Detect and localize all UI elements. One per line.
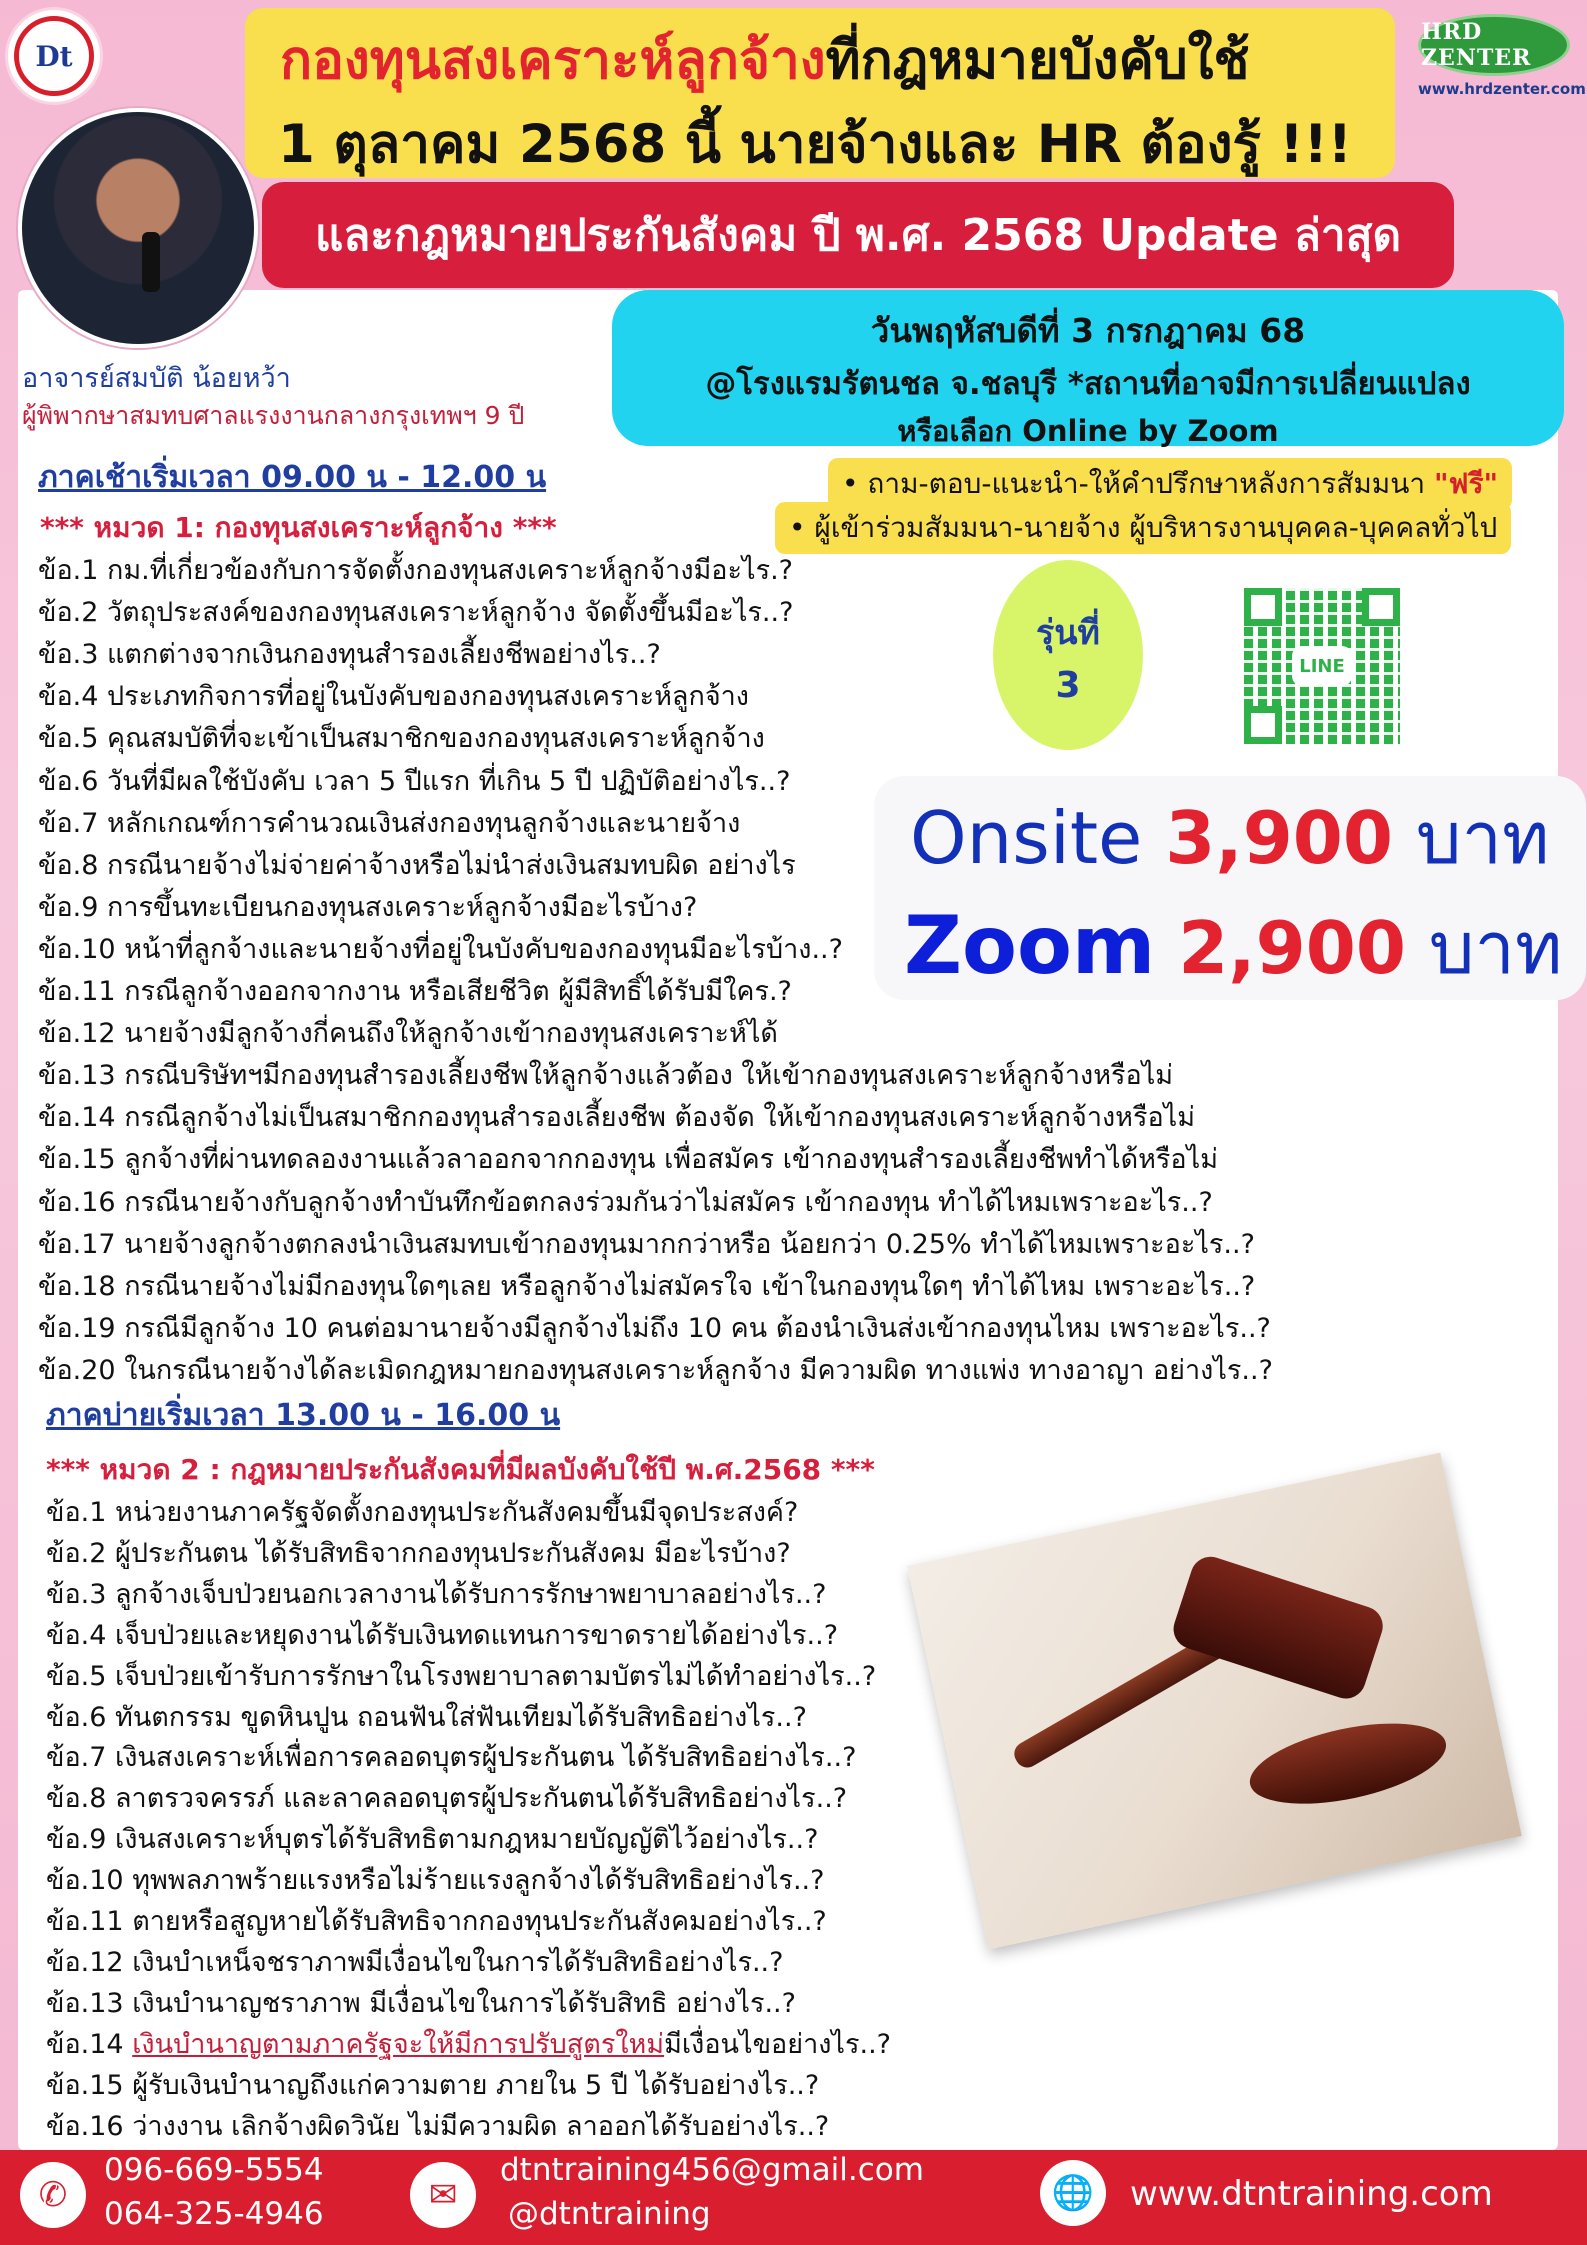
microphone-icon bbox=[142, 232, 160, 292]
list-item: ข้อ.11 ตายหรือสูญหายได้รับสิทธิจากกองทุนประกันสังคมอย่างไร..? bbox=[46, 1906, 827, 1937]
list-item: ข้อ.11 กรณีลูกจ้างออกจากงาน หรือเสียชีวิต ผู้มีสิทธิ์ได้รับมีใคร.? bbox=[38, 976, 792, 1007]
afternoon-session-heading: ภาคบ่ายเริ่มเวลา 13.00 น - 16.00 น bbox=[46, 1398, 561, 1433]
hrd-zenter-url[interactable]: www.hrdzenter.com bbox=[1418, 80, 1586, 98]
qr-corner bbox=[1362, 588, 1400, 626]
list-item: ข้อ.16 ว่างงาน เลิกจ้างผิดวินัย ไม่มีความผิด ลาออกได้รับอย่างไร..? bbox=[46, 2110, 830, 2142]
benefit-audience: • ผู้เข้าร่วมสัมมนา-นายจ้าง ผู้บริหารงานบุคคล-บุคคลทั่วไป bbox=[775, 502, 1511, 554]
list-item: ข้อ.4 เจ็บป่วยและหยุดงานได้รับเงินทดแทนการขาดรายได้อย่างไร..? bbox=[46, 1619, 839, 1651]
list-item: ข้อ.17 นายจ้างลูกจ้างตกลงนำเงินสมทบเข้ากองทุนมากกว่าหรือ น้อยกว่า 0.25% ทำได้ไหมเพราะอะไร..? bbox=[38, 1228, 1255, 1260]
list-item: ข้อ.16 กรณีนายจ้างกับลูกจ้างทำบันทึกข้อตกลงร่วมกันว่าไม่สมัคร เข้ากองทุน ทำได้ไหมเพราะอะไร..? bbox=[38, 1186, 1213, 1218]
gavel-block bbox=[1243, 1709, 1453, 1819]
line-icon: LINE bbox=[1292, 646, 1352, 686]
item14-suffix: มีเงื่อนไขอย่างไร..? bbox=[664, 2028, 891, 2060]
list-item: ข้อ.5 คุณสมบัติที่จะเข้าเป็นสมาชิกของกองทุนสงเคราะห์ลูกจ้าง bbox=[38, 723, 765, 755]
globe-icon: 🌐 bbox=[1040, 2160, 1106, 2226]
list-item: ข้อ.18 กรณีนายจ้างไม่มีกองทุนใดๆเลย หรือลูกจ้างไม่สมัครใจ เข้าในกองทุนใดๆ ทำได้ไหม เพราะอะไร..? bbox=[38, 1270, 1256, 1302]
list-item: ข้อ.1 หน่วยงานภาครัฐจัดตั้งกองทุนประกันสังคมขึ้นมีจุดประสงค์? bbox=[46, 1497, 799, 1528]
afternoon-section-heading: *** หมวด 2 : กฎหมายประกันสังคมที่มีผลบังคับใช้ปี พ.ศ.2568 *** bbox=[46, 1453, 875, 1486]
list-item: ข้อ.8 ลาตรวจครรภ์ และลาคลอดบุตรผู้ประกันตนได้รับสิทธิอย่างไร..? bbox=[46, 1783, 848, 1815]
list-item: ข้อ.8 กรณีนายจ้างไม่จ่ายค่าจ้างหรือไม่นำส่งเงินสมทบผิด อย่างไร bbox=[38, 849, 796, 881]
speaker-photo bbox=[18, 108, 258, 348]
list-item: ข้อ.5 เจ็บป่วยเข้ารับการรักษาในโรงพยาบาลตามบัตรไม่ได้ทำอย่างไร..? bbox=[46, 1660, 877, 1692]
list-item: ข้อ.12 เงินบำเหน็จชราภาพมีเงื่อนไขในการได้รับสิทธิอย่างไร..? bbox=[46, 1946, 784, 1978]
list-item: ข้อ.2 ผู้ประกันตน ได้รับสิทธิจากกองทุนประกันสังคม มีอะไรบ้าง? bbox=[46, 1537, 791, 1569]
phone-number-1[interactable]: 096-669-5554 bbox=[104, 2152, 324, 2188]
morning-section-heading: *** หมวด 1: กองทุนสงเคราะห์ลูกจ้าง *** bbox=[40, 511, 557, 544]
item14-prefix: ข้อ.14 bbox=[46, 2028, 133, 2060]
free-badge: "ฟรี" bbox=[1434, 467, 1499, 500]
list-item: ข้อ.9 การขึ้นทะเบียนกองทุนสงเคราะห์ลูกจ้างมีอะไรบ้าง? bbox=[38, 891, 698, 923]
subtitle-banner: และกฎหมายประกันสังคม ปี พ.ศ. 2568 Update ล่าสุด bbox=[262, 182, 1454, 288]
list-item: ข้อ.13 กรณีบริษัทฯมีกองทุนสำรองเลี้ยงชีพให้ลูกจ้างแล้วต้อง ให้เข้ากองทุนสงเคราะห์ลูกจ้างหรือไม่ bbox=[38, 1060, 1174, 1092]
list-item: ข้อ.3 แตกต่างจากเงินกองทุนสำรองเลี้ยงชีพอย่างไร..? bbox=[38, 639, 661, 671]
qr-corner bbox=[1244, 588, 1282, 626]
email-address[interactable]: dtntraining456@gmail.com bbox=[500, 2152, 924, 2188]
list-item: ข้อ.15 ผู้รับเงินบำนาญถึงแก่ความตาย ภายใน 5 ปี ได้รับอย่างไร..? bbox=[46, 2069, 820, 2101]
onsite-amount: 3,900 bbox=[1165, 796, 1393, 880]
list-item: ข้อ.1 กม.ที่เกี่ยวข้องกับการจัดตั้งกองทุนสงเคราะห์ลูกจ้างมีอะไร.? bbox=[38, 555, 794, 586]
list-item: ข้อ.7 เงินสงเคราะห์เพื่อการคลอดบุตรผู้ประกันตน ได้รับสิทธิอย่างไร..? bbox=[46, 1742, 857, 1774]
qr-corner bbox=[1244, 706, 1282, 744]
item14-highlight: เงินบำนาญตามภาครัฐจะให้มีการปรับสูตรใหม่ bbox=[132, 2028, 665, 2060]
list-item bbox=[46, 2022, 891, 2065]
list-item: ข้อ.13 เงินบำนาญชราภาพ มีเงื่อนไขในการได้รับสิทธิ อย่างไร..? bbox=[46, 1987, 796, 2019]
main-title bbox=[280, 18, 1249, 102]
batch-label: รุ่นที่ bbox=[1036, 612, 1100, 653]
phone-icon: ✆ bbox=[20, 2162, 86, 2228]
morning-session-heading: ภาคเช้าเริ่มเวลา 09.00 น - 12.00 น bbox=[38, 460, 547, 495]
website-link[interactable]: www.dtntraining.com bbox=[1130, 2174, 1493, 2214]
list-item: ข้อ.12 นายจ้างมีลูกจ้างกี่คนถึงให้ลูกจ้างเข้ากองทุนสงเคราะห์ได้ bbox=[38, 1018, 778, 1050]
list-item: ข้อ.6 ทันตกรรม ขูดหินปูน ถอนฟันใส่ฟันเทียมได้รับสิทธิอย่างไร..? bbox=[46, 1701, 807, 1733]
batch-number: 3 bbox=[1055, 664, 1081, 706]
line-qr-code[interactable] bbox=[1244, 588, 1400, 744]
speaker-name: อาจารย์สมบัติ น้อยหว้า bbox=[22, 363, 291, 394]
onsite-price bbox=[910, 780, 1549, 895]
list-item: ข้อ.14 กรณีลูกจ้างไม่เป็นสมาชิกกองทุนสำรองเลี้ยงชีพ ต้องจัด ให้เข้ากองทุนสงเคราะห์ลูกจ้างหรือไม่ bbox=[38, 1102, 1196, 1134]
event-date: วันพฤหัสบดีที่ 3 กรกฎาคม 68 bbox=[870, 311, 1306, 350]
main-title-line2: 1 ตุลาคม 2568 นี้ นายจ้างและ HR ต้องรู้ !!! bbox=[278, 114, 1352, 175]
dtn-logo bbox=[8, 10, 100, 102]
onsite-currency: บาท bbox=[1415, 796, 1550, 880]
gavel-head bbox=[1168, 1552, 1388, 1704]
benefit-consult-text: • ถาม-ตอบ-แนะนำ-ให้คำปรึกษาหลังการสัมมนา bbox=[842, 467, 1435, 500]
list-item: ข้อ.15 ลูกจ้างที่ผ่านทดลองงานแล้วลาออกจากกองทุน เพื่อสมัคร เข้ากองทุนสำรองเลี้ยงชีพทำได้หรือไม่ bbox=[38, 1144, 1218, 1176]
line-id[interactable]: @dtntraining bbox=[508, 2196, 711, 2232]
list-item: ข้อ.10 หน้าที่ลูกจ้างและนายจ้างที่อยู่ในบังคับของกองทุนมีอะไรบ้าง..? bbox=[38, 933, 843, 965]
event-online: หรือเลือก Online by Zoom bbox=[897, 414, 1279, 448]
phone-number-2[interactable]: 064-325-4946 bbox=[104, 2196, 324, 2232]
main-title-rest: ที่กฎหมายบังคับใช้ bbox=[825, 30, 1250, 91]
list-item: ข้อ.19 กรณีมีลูกจ้าง 10 คนต่อมานายจ้างมีลูกจ้างไม่ถึง 10 คน ต้องนำเงินส่งเข้ากองทุนไหม เพราะอะไร..? bbox=[38, 1312, 1271, 1344]
dtn-logo-mark: Dt bbox=[14, 16, 94, 96]
zoom-price bbox=[904, 890, 1562, 1005]
list-item: ข้อ.2 วัตถุประสงค์ของกองทุนสงเคราะห์ลูกจ้าง จัดตั้งขึ้นมีอะไร..? bbox=[38, 597, 794, 629]
list-item: ข้อ.9 เงินสงเคราะห์บุตรได้รับสิทธิตามกฎหมายบัญญัติไว้อย่างไร..? bbox=[46, 1824, 819, 1856]
zoom-currency: บาท bbox=[1428, 906, 1563, 990]
batch-badge bbox=[993, 560, 1143, 750]
list-item: ข้อ.20 ในกรณีนายจ้างได้ละเมิดกฎหมายกองทุนสงเคราะห์ลูกจ้าง มีความผิด ทางแพ่ง ทางอาญา อย่างไร..? bbox=[38, 1354, 1273, 1386]
zoom-amount: 2,900 bbox=[1178, 906, 1406, 990]
speaker-role: ผู้พิพากษาสมทบศาลแรงงานกลางกรุงเทพฯ 9 ปี bbox=[22, 401, 525, 430]
zoom-label: Zoom bbox=[904, 899, 1156, 992]
main-title-highlight: กองทุนสงเคราะห์ลูกจ้าง bbox=[280, 30, 826, 91]
list-item: ข้อ.7 หลักเกณฑ์การคำนวณเงินส่งกองทุนลูกจ้างและนายจ้าง bbox=[38, 807, 741, 839]
hrd-zenter-logo: HRD ZENTER bbox=[1418, 14, 1570, 76]
onsite-label: Onsite bbox=[910, 796, 1143, 880]
list-item: ข้อ.6 วันที่มีผลใช้บังคับ เวลา 5 ปีแรก ที่เกิน 5 ปี ปฏิบัติอย่างไร..? bbox=[38, 765, 791, 797]
event-venue: @โรงแรมรัตนชล จ.ชลบุรี *สถานที่อาจมีการเปลี่ยนแปลง bbox=[705, 366, 1471, 402]
list-item: ข้อ.10 ทุพพลภาพร้ายแรงหรือไม่ร้ายแรงลูกจ้างได้รับสิทธิอย่างไร..? bbox=[46, 1865, 825, 1897]
email-icon: ✉ bbox=[410, 2162, 476, 2228]
list-item: ข้อ.4 ประเภทกิจการที่อยู่ในบังคับของกองทุนสงเคราะห์ลูกจ้าง bbox=[38, 681, 749, 713]
list-item: ข้อ.3 ลูกจ้างเจ็บป่วยนอกเวลางานได้รับการรักษาพยาบาลอย่างไร..? bbox=[46, 1578, 827, 1610]
